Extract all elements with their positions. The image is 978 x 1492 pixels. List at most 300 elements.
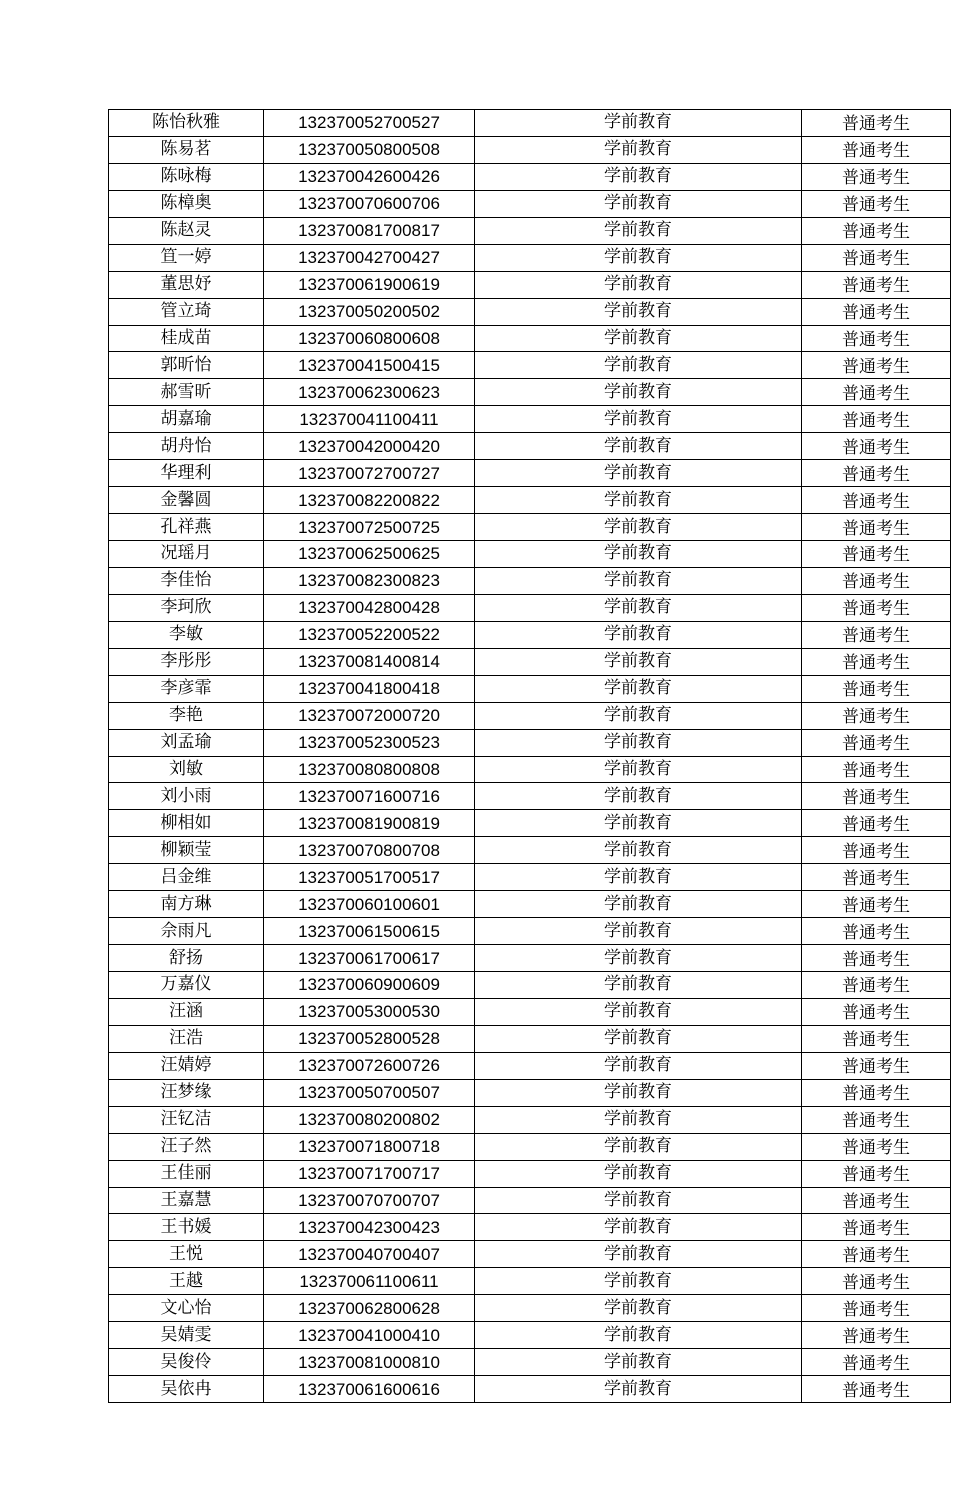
table-row xyxy=(109,514,951,541)
candidate-name-cell xyxy=(109,783,264,810)
exam-number-cell xyxy=(264,136,475,163)
candidate-type-cell xyxy=(802,325,951,352)
candidate-name-cell-text: 笪一婷 xyxy=(160,247,212,268)
major-cell-text: 学前教育 xyxy=(604,785,672,806)
exam-number-cell xyxy=(264,460,475,487)
major-cell-text: 学前教育 xyxy=(604,1028,672,1049)
exam-number-cell xyxy=(264,1106,475,1133)
candidate-type-cell-text: 普通考生 xyxy=(842,545,910,566)
candidate-name-cell-text: 管立琦 xyxy=(160,301,212,322)
major-cell-text: 学前教育 xyxy=(604,112,672,133)
major-cell-text: 学前教育 xyxy=(604,274,672,295)
major-cell xyxy=(475,379,802,406)
table-row xyxy=(109,729,951,756)
major-cell xyxy=(475,244,802,271)
candidate-name-cell xyxy=(109,648,264,675)
exam-number-cell-text: 132370050200502 xyxy=(298,302,440,322)
candidate-name-cell xyxy=(109,1079,264,1106)
table-row xyxy=(109,487,951,514)
exam-number-cell xyxy=(264,729,475,756)
candidate-type-cell xyxy=(802,810,951,837)
candidate-name-cell-text: 胡嘉瑜 xyxy=(160,408,212,429)
candidate-name-cell-text: 孔祥燕 xyxy=(160,516,212,537)
candidate-type-cell xyxy=(802,460,951,487)
candidate-type-cell-text: 普通考生 xyxy=(842,1138,910,1159)
candidate-name-cell-text: 陈赵灵 xyxy=(160,220,212,241)
exam-number-cell-text: 132370061100611 xyxy=(299,1271,439,1291)
table-row xyxy=(109,1160,951,1187)
exam-number-cell xyxy=(264,702,475,729)
table-row xyxy=(109,379,951,406)
candidate-type-cell-text: 普通考生 xyxy=(842,195,910,216)
candidate-name-cell xyxy=(109,1133,264,1160)
major-cell-text: 学前教育 xyxy=(604,1351,672,1372)
candidate-type-cell xyxy=(802,1160,951,1187)
candidate-name-cell-text: 李佳怡 xyxy=(160,570,212,591)
exam-number-cell xyxy=(264,567,475,594)
candidate-type-cell xyxy=(802,271,951,298)
candidate-type-cell-text: 普通考生 xyxy=(842,895,910,916)
table-row xyxy=(109,567,951,594)
exam-number-cell xyxy=(264,217,475,244)
major-cell xyxy=(475,1106,802,1133)
candidate-type-cell xyxy=(802,217,951,244)
table-row xyxy=(109,406,951,433)
candidate-name-cell xyxy=(109,756,264,783)
major-cell xyxy=(475,1322,802,1349)
candidate-name-cell-text: 李珂欣 xyxy=(160,597,212,618)
table-row xyxy=(109,891,951,918)
table-row xyxy=(109,1133,951,1160)
candidate-name-cell-text: 郝雪昕 xyxy=(160,381,212,402)
candidate-type-cell-text: 普通考生 xyxy=(842,114,910,135)
candidate-type-cell-text: 普通考生 xyxy=(842,599,910,620)
table-row xyxy=(109,1295,951,1322)
candidate-name-cell xyxy=(109,271,264,298)
candidate-type-cell-text: 普通考生 xyxy=(842,868,910,889)
major-cell xyxy=(475,541,802,568)
table-row xyxy=(109,648,951,675)
table-row xyxy=(109,163,951,190)
exam-number-cell xyxy=(264,648,475,675)
exam-number-cell-text: 132370052200522 xyxy=(298,625,440,645)
exam-number-cell-text: 132370050700507 xyxy=(298,1083,440,1103)
major-cell xyxy=(475,271,802,298)
candidate-type-cell xyxy=(802,621,951,648)
exam-number-cell xyxy=(264,810,475,837)
table-row xyxy=(109,460,951,487)
candidate-type-cell xyxy=(802,972,951,999)
exam-number-cell-text: 132370041100411 xyxy=(299,409,439,429)
major-cell xyxy=(475,406,802,433)
candidate-name-cell-text: 华理利 xyxy=(160,462,212,483)
exam-number-cell-text: 132370042600426 xyxy=(298,167,440,187)
candidate-table-body xyxy=(109,110,951,1403)
major-cell xyxy=(475,972,802,999)
candidate-name-cell-text: 汪钇洁 xyxy=(160,1109,212,1130)
exam-number-cell-text: 132370071600716 xyxy=(298,786,440,806)
exam-number-cell xyxy=(264,379,475,406)
exam-number-cell-text: 132370071700717 xyxy=(298,1164,440,1184)
candidate-type-cell xyxy=(802,136,951,163)
major-cell xyxy=(475,298,802,325)
major-cell-text: 学前教育 xyxy=(604,489,672,510)
candidate-type-cell xyxy=(802,702,951,729)
candidate-type-cell xyxy=(802,945,951,972)
candidate-name-cell-text: 王书媛 xyxy=(160,1216,212,1237)
major-cell-text: 学前教育 xyxy=(604,920,672,941)
candidate-name-cell xyxy=(109,1268,264,1295)
table-row xyxy=(109,271,951,298)
candidate-type-cell xyxy=(802,1187,951,1214)
candidate-type-cell-text: 普通考生 xyxy=(842,410,910,431)
candidate-type-cell-text: 普通考生 xyxy=(842,356,910,377)
major-cell xyxy=(475,998,802,1025)
candidate-name-cell-text: 汪婧婷 xyxy=(160,1055,212,1076)
candidate-type-cell xyxy=(802,110,951,137)
table-row xyxy=(109,244,951,271)
candidate-type-cell-text: 普通考生 xyxy=(842,1030,910,1051)
candidate-name-cell-text: 董思妤 xyxy=(160,274,212,295)
exam-number-cell-text: 132370060900609 xyxy=(298,975,440,995)
candidate-type-cell xyxy=(802,1241,951,1268)
table-row xyxy=(109,1322,951,1349)
major-cell-text: 学前教育 xyxy=(604,1109,672,1130)
major-cell xyxy=(475,217,802,244)
candidate-name-cell xyxy=(109,594,264,621)
table-row xyxy=(109,810,951,837)
exam-number-cell xyxy=(264,1025,475,1052)
candidate-type-cell-text: 普通考生 xyxy=(842,814,910,835)
exam-number-cell-text: 132370060800608 xyxy=(298,328,440,348)
candidate-name-cell xyxy=(109,918,264,945)
major-cell xyxy=(475,1376,802,1403)
exam-number-cell xyxy=(264,110,475,137)
candidate-type-cell-text: 普通考生 xyxy=(842,707,910,728)
candidate-type-cell xyxy=(802,648,951,675)
major-cell xyxy=(475,621,802,648)
candidate-type-cell-text: 普通考生 xyxy=(842,464,910,485)
candidate-type-cell xyxy=(802,998,951,1025)
candidate-type-cell xyxy=(802,244,951,271)
major-cell xyxy=(475,864,802,891)
candidate-type-cell-text: 普通考生 xyxy=(842,1003,910,1024)
candidate-type-cell xyxy=(802,1079,951,1106)
exam-number-cell xyxy=(264,541,475,568)
major-cell xyxy=(475,891,802,918)
major-cell xyxy=(475,783,802,810)
exam-number-cell xyxy=(264,163,475,190)
major-cell xyxy=(475,756,802,783)
major-cell xyxy=(475,1187,802,1214)
candidate-type-cell xyxy=(802,298,951,325)
candidate-type-cell xyxy=(802,1214,951,1241)
major-cell-text: 学前教育 xyxy=(604,678,672,699)
major-cell-text: 学前教育 xyxy=(604,1270,672,1291)
exam-number-cell xyxy=(264,594,475,621)
candidate-type-cell-text: 普通考生 xyxy=(842,922,910,943)
candidate-name-cell-text: 金馨圆 xyxy=(160,489,212,510)
major-cell-text: 学前教育 xyxy=(604,516,672,537)
candidate-type-cell xyxy=(802,1349,951,1376)
candidate-type-cell xyxy=(802,783,951,810)
table-row xyxy=(109,1214,951,1241)
candidate-type-cell-text: 普通考生 xyxy=(842,1353,910,1374)
major-cell-text: 学前教育 xyxy=(604,1297,672,1318)
table-row xyxy=(109,756,951,783)
candidate-name-cell-text: 李艳 xyxy=(169,705,203,726)
major-cell xyxy=(475,110,802,137)
major-cell-text: 学前教育 xyxy=(604,1243,672,1264)
exam-number-cell xyxy=(264,1268,475,1295)
exam-number-cell xyxy=(264,1295,475,1322)
candidate-name-cell xyxy=(109,190,264,217)
candidate-type-cell-text: 普通考生 xyxy=(842,734,910,755)
candidate-type-cell-text: 普通考生 xyxy=(842,1191,910,1212)
table-row xyxy=(109,1052,951,1079)
major-cell xyxy=(475,1349,802,1376)
exam-number-cell-text: 132370061900619 xyxy=(298,275,440,295)
candidate-type-cell-text: 普通考生 xyxy=(842,1057,910,1078)
exam-number-cell xyxy=(264,1214,475,1241)
candidate-type-cell xyxy=(802,675,951,702)
candidate-type-cell xyxy=(802,541,951,568)
candidate-type-cell xyxy=(802,567,951,594)
exam-number-cell xyxy=(264,406,475,433)
table-row xyxy=(109,972,951,999)
major-cell xyxy=(475,1025,802,1052)
candidate-name-cell xyxy=(109,379,264,406)
candidate-name-cell xyxy=(109,110,264,137)
major-cell-text: 学前教育 xyxy=(604,839,672,860)
candidate-type-cell-text: 普通考生 xyxy=(842,276,910,297)
candidate-type-cell xyxy=(802,918,951,945)
candidate-name-cell xyxy=(109,998,264,1025)
candidate-type-cell-text: 普通考生 xyxy=(842,1084,910,1105)
candidate-type-cell xyxy=(802,1376,951,1403)
candidate-name-cell xyxy=(109,702,264,729)
exam-number-cell-text: 132370082300823 xyxy=(298,571,440,591)
candidate-name-cell-text: 刘敏 xyxy=(169,758,203,779)
major-cell-text: 学前教育 xyxy=(604,301,672,322)
exam-number-cell xyxy=(264,864,475,891)
major-cell-text: 学前教育 xyxy=(604,1082,672,1103)
candidate-name-cell xyxy=(109,1025,264,1052)
candidate-name-cell xyxy=(109,567,264,594)
major-cell-text: 学前教育 xyxy=(604,408,672,429)
candidate-type-cell-text: 普通考生 xyxy=(842,653,910,674)
candidate-name-cell-text: 吕金维 xyxy=(160,866,212,887)
major-cell xyxy=(475,1241,802,1268)
exam-number-cell-text: 132370042800428 xyxy=(298,598,440,618)
exam-number-cell xyxy=(264,271,475,298)
candidate-name-cell-text: 吴俊伶 xyxy=(160,1351,212,1372)
major-cell xyxy=(475,1133,802,1160)
exam-number-cell xyxy=(264,1160,475,1187)
exam-number-cell-text: 132370062500625 xyxy=(298,544,440,564)
exam-number-cell xyxy=(264,891,475,918)
candidate-name-cell xyxy=(109,1160,264,1187)
candidate-type-cell xyxy=(802,1133,951,1160)
candidate-type-cell xyxy=(802,1025,951,1052)
major-cell-text: 学前教育 xyxy=(604,1324,672,1345)
candidate-name-cell xyxy=(109,810,264,837)
major-cell-text: 学前教育 xyxy=(604,1378,672,1399)
major-cell-text: 学前教育 xyxy=(604,327,672,348)
major-cell-text: 学前教育 xyxy=(604,435,672,456)
major-cell-text: 学前教育 xyxy=(604,866,672,887)
candidate-type-cell xyxy=(802,487,951,514)
major-cell xyxy=(475,1268,802,1295)
table-row xyxy=(109,783,951,810)
exam-number-cell-text: 132370081400814 xyxy=(298,652,440,672)
candidate-type-cell-text: 普通考生 xyxy=(842,518,910,539)
candidate-type-cell xyxy=(802,891,951,918)
major-cell-text: 学前教育 xyxy=(604,220,672,241)
candidate-name-cell-text: 李彦霏 xyxy=(160,678,212,699)
candidate-name-cell xyxy=(109,460,264,487)
exam-number-cell xyxy=(264,244,475,271)
exam-number-cell-text: 132370060100601 xyxy=(298,894,440,914)
table-row xyxy=(109,433,951,460)
candidate-name-cell xyxy=(109,837,264,864)
exam-number-cell xyxy=(264,298,475,325)
candidate-name-cell-text: 李彤彤 xyxy=(160,651,212,672)
exam-number-cell-text: 132370052300523 xyxy=(298,733,440,753)
major-cell-text: 学前教育 xyxy=(604,1216,672,1237)
table-row xyxy=(109,1025,951,1052)
major-cell xyxy=(475,352,802,379)
major-cell-text: 学前教育 xyxy=(604,381,672,402)
exam-number-cell-text: 132370072700727 xyxy=(298,463,440,483)
exam-number-cell xyxy=(264,1322,475,1349)
major-cell xyxy=(475,702,802,729)
major-cell-text: 学前教育 xyxy=(604,758,672,779)
candidate-type-cell xyxy=(802,163,951,190)
candidate-type-cell xyxy=(802,837,951,864)
candidate-type-cell-text: 普通考生 xyxy=(842,760,910,781)
table-row xyxy=(109,136,951,163)
major-cell xyxy=(475,648,802,675)
exam-number-cell-text: 132370042700427 xyxy=(298,248,440,268)
exam-number-cell xyxy=(264,783,475,810)
candidate-name-cell-text: 刘孟瑜 xyxy=(160,732,212,753)
candidate-name-cell-text: 况瑶月 xyxy=(160,543,212,564)
exam-number-cell xyxy=(264,1079,475,1106)
candidate-name-cell-text: 王嘉慧 xyxy=(160,1189,212,1210)
candidate-name-cell xyxy=(109,433,264,460)
candidate-name-cell xyxy=(109,945,264,972)
candidate-type-cell xyxy=(802,406,951,433)
exam-number-cell-text: 132370040700407 xyxy=(298,1244,440,1264)
candidate-name-cell-text: 李敏 xyxy=(169,624,203,645)
candidate-type-cell xyxy=(802,594,951,621)
major-cell-text: 学前教育 xyxy=(604,354,672,375)
candidate-name-cell-text: 胡舟怡 xyxy=(160,435,212,456)
candidate-name-cell xyxy=(109,487,264,514)
major-cell-text: 学前教育 xyxy=(604,1055,672,1076)
candidate-type-cell-text: 普通考生 xyxy=(842,976,910,997)
major-cell-text: 学前教育 xyxy=(604,974,672,995)
exam-number-cell-text: 132370041800418 xyxy=(298,679,440,699)
major-cell-text: 学前教育 xyxy=(604,732,672,753)
exam-number-cell-text: 132370070700707 xyxy=(298,1190,440,1210)
exam-number-cell xyxy=(264,756,475,783)
table-row xyxy=(109,945,951,972)
candidate-type-cell xyxy=(802,1322,951,1349)
candidate-type-cell-text: 普通考生 xyxy=(842,787,910,808)
candidate-name-cell xyxy=(109,1052,264,1079)
table-row xyxy=(109,217,951,244)
candidate-type-cell xyxy=(802,1268,951,1295)
major-cell-text: 学前教育 xyxy=(604,1001,672,1022)
candidate-type-cell-text: 普通考生 xyxy=(842,680,910,701)
candidate-type-cell-text: 普通考生 xyxy=(842,1218,910,1239)
major-cell-text: 学前教育 xyxy=(604,247,672,268)
table-row xyxy=(109,541,951,568)
exam-number-cell-text: 132370042300423 xyxy=(298,1217,440,1237)
candidate-name-cell xyxy=(109,1322,264,1349)
exam-number-cell-text: 132370041000410 xyxy=(298,1325,440,1345)
table-row xyxy=(109,837,951,864)
candidate-name-cell xyxy=(109,217,264,244)
candidate-name-cell-text: 陈樟奥 xyxy=(160,193,212,214)
exam-number-cell-text: 132370072000720 xyxy=(298,706,440,726)
major-cell-text: 学前教育 xyxy=(604,166,672,187)
table-row xyxy=(109,918,951,945)
candidate-name-cell xyxy=(109,298,264,325)
exam-number-cell xyxy=(264,675,475,702)
exam-number-cell-text: 132370072500725 xyxy=(298,517,440,537)
exam-number-cell-text: 132370081000810 xyxy=(298,1352,440,1372)
major-cell xyxy=(475,1079,802,1106)
candidate-type-cell xyxy=(802,352,951,379)
major-cell xyxy=(475,460,802,487)
exam-number-cell xyxy=(264,487,475,514)
exam-number-cell xyxy=(264,190,475,217)
exam-number-cell-text: 132370061700617 xyxy=(298,948,440,968)
table-row xyxy=(109,1349,951,1376)
major-cell xyxy=(475,1052,802,1079)
candidate-name-cell-text: 万嘉仪 xyxy=(160,974,212,995)
candidate-type-cell-text: 普通考生 xyxy=(842,572,910,593)
major-cell-text: 学前教育 xyxy=(604,812,672,833)
table-row xyxy=(109,621,951,648)
exam-number-cell-text: 132370051700517 xyxy=(298,867,440,887)
candidate-type-cell-text: 普通考生 xyxy=(842,1111,910,1132)
major-cell xyxy=(475,1214,802,1241)
candidate-name-cell xyxy=(109,1106,264,1133)
exam-number-cell xyxy=(264,1187,475,1214)
candidate-type-cell-text: 普通考生 xyxy=(842,1299,910,1320)
major-cell xyxy=(475,1295,802,1322)
candidate-type-cell-text: 普通考生 xyxy=(842,491,910,512)
candidate-name-cell xyxy=(109,675,264,702)
candidate-type-cell xyxy=(802,864,951,891)
major-cell-text: 学前教育 xyxy=(604,139,672,160)
exam-number-cell xyxy=(264,1241,475,1268)
exam-number-cell xyxy=(264,918,475,945)
major-cell xyxy=(475,190,802,217)
exam-number-cell-text: 132370041500415 xyxy=(298,355,440,375)
candidate-name-cell xyxy=(109,514,264,541)
candidate-type-cell xyxy=(802,190,951,217)
candidate-name-cell xyxy=(109,1214,264,1241)
exam-number-cell xyxy=(264,1133,475,1160)
candidate-type-cell-text: 普通考生 xyxy=(842,168,910,189)
major-cell xyxy=(475,594,802,621)
candidate-type-cell xyxy=(802,1052,951,1079)
